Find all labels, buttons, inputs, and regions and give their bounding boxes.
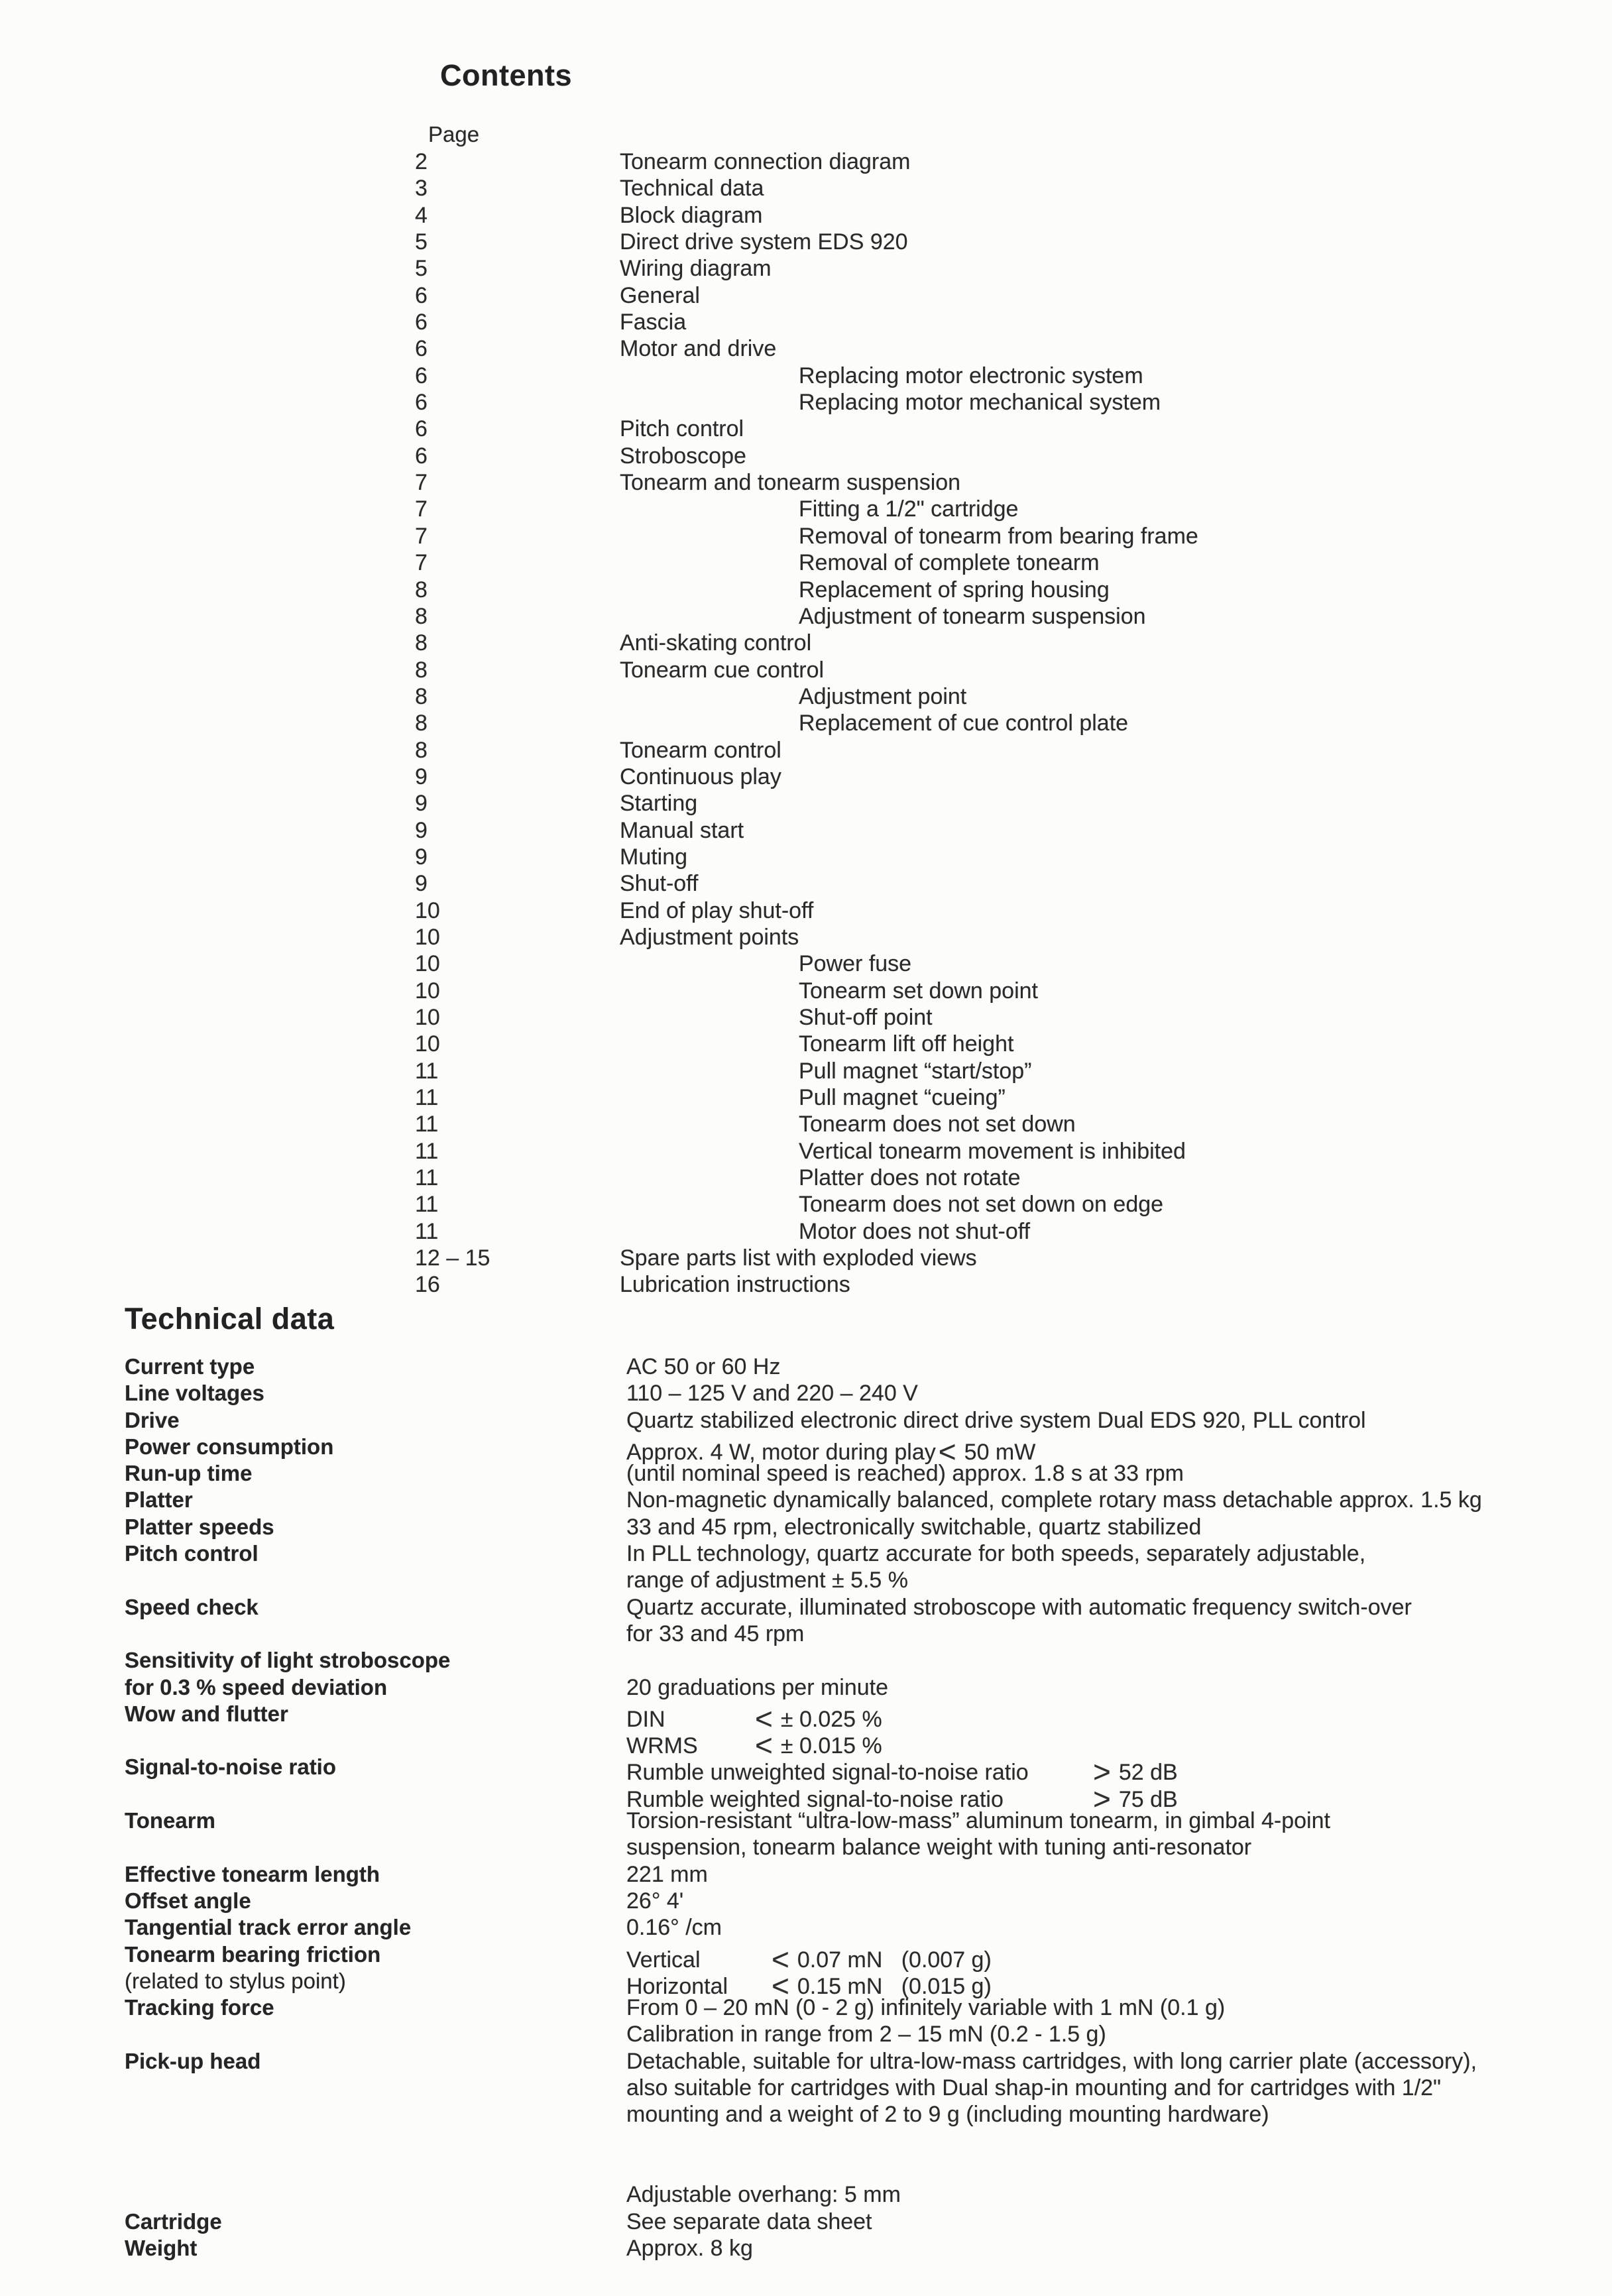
spec-value — [626, 1808, 1330, 1834]
toc-page-number: 11 — [415, 1192, 439, 1218]
toc-row — [415, 496, 1528, 522]
spec-value — [626, 1781, 1178, 1816]
toc-entry-label: Tonearm control — [620, 737, 781, 763]
toc-row — [415, 764, 1528, 790]
toc-page-number: 4 — [415, 202, 428, 228]
toc-row — [415, 309, 1528, 335]
spec-value-text: ± 0.015 % — [780, 1733, 882, 1759]
spec-value-prefix: Approx. 4 W, motor during play — [626, 1439, 936, 1465]
toc-page-number: 8 — [415, 603, 428, 629]
spec-label: Offset angle — [125, 1888, 251, 1913]
spec-value-prefix: Rumble unweighted signal-to-noise ratio — [626, 1760, 1029, 1786]
toc-row — [415, 817, 1528, 844]
toc-page-number: 16 — [415, 1272, 440, 1298]
spec-value-text: range of adjustment ± 5.5 % — [626, 1568, 909, 1593]
toc-row — [415, 870, 1528, 897]
spec-label: Signal-to-noise ratio — [125, 1754, 337, 1780]
toc-page-number: 11 — [415, 1138, 439, 1164]
toc-page-number: 11 — [415, 1218, 439, 1244]
spec-label: Tonearm bearing friction — [125, 1941, 381, 1967]
toc-entry-label: Replacing motor electronic system — [799, 363, 1143, 388]
toc-page-number: 8 — [415, 577, 428, 603]
toc-page-number: 11 — [415, 1058, 439, 1084]
toc-row — [415, 1191, 1528, 1218]
toc-page-number: 8 — [415, 711, 428, 736]
toc-row — [415, 443, 1528, 469]
spec-label — [125, 2128, 626, 2155]
toc-page-number: 10 — [415, 1031, 440, 1057]
spec-row — [125, 1647, 1589, 1674]
spec-row — [125, 1941, 1589, 1977]
spec-value-text: also suitable for cartridges with Dual shap-in mounting and for cartridges with 1/2" — [626, 2075, 1442, 2101]
spec-label — [125, 2101, 626, 2128]
spec-value-prefix: DIN — [626, 1706, 665, 1732]
toc-page-number: 8 — [415, 737, 428, 763]
toc-row — [415, 1165, 1528, 1191]
spec-row — [125, 2209, 1589, 2235]
spec-label — [125, 1834, 626, 1861]
toc-row — [415, 737, 1528, 764]
toc-row — [415, 1245, 1528, 1271]
toc-entry-label: Removal of complete tonearm — [799, 550, 1100, 576]
toc-row — [415, 1138, 1528, 1165]
spec-label: Pitch control — [125, 1541, 259, 1566]
less-than-symbol: < — [772, 1968, 789, 2003]
spec-label: Platter speeds — [125, 1514, 274, 1539]
toc-row — [415, 1058, 1528, 1084]
toc-row — [415, 924, 1528, 950]
toc-row — [415, 175, 1528, 201]
toc-page-number: 11 — [415, 1112, 439, 1137]
spec-value — [626, 1460, 1184, 1487]
spec-label: Cartridge — [125, 2209, 222, 2234]
toc-entry-label: Stroboscope — [620, 443, 746, 469]
toc-row — [415, 1111, 1528, 1137]
toc-row — [415, 469, 1528, 496]
toc-entry-label: General — [620, 282, 700, 308]
toc-page-number: 9 — [415, 871, 428, 897]
spec-value-text: suspension, tonearm balance weight with tuning anti-resonator — [626, 1835, 1252, 1861]
toc-page-number: 8 — [415, 683, 428, 709]
spec-value — [626, 2101, 1269, 2128]
spec-label: (related to stylus point) — [125, 1968, 346, 1993]
spec-value — [626, 1514, 1201, 1540]
toc-entry-label: Spare parts list with exploded views — [620, 1245, 977, 1271]
spec-label — [125, 2021, 626, 2047]
less-than-symbol: < — [938, 1434, 956, 1469]
toc-entry-label: Technical data — [620, 176, 764, 201]
spec-label: Current type — [125, 1354, 255, 1379]
spec-label: for 0.3 % speed deviation — [125, 1674, 388, 1699]
spec-row — [125, 1487, 1589, 1513]
spec-row — [125, 2155, 1589, 2181]
toc-row — [415, 523, 1528, 549]
toc-entry-label: End of play shut-off — [620, 897, 814, 923]
spec-label: Tracking force — [125, 1995, 274, 2020]
spec-row — [125, 1781, 1589, 1816]
less-than-symbol: < — [755, 1701, 773, 1736]
spec-value-text: Detachable, suitable for ultra-low-mass cartridges, with long carrier plate (accessory), — [626, 2048, 1477, 2074]
spec-value — [626, 2048, 1477, 2075]
spec-row — [125, 1968, 1589, 2003]
toc-row — [415, 416, 1528, 442]
spec-value — [626, 1861, 708, 1888]
spec-row — [125, 1567, 1589, 1593]
toc-row — [415, 603, 1528, 630]
spec-value-text: 20 graduations per minute — [626, 1674, 889, 1700]
toc-page-number: 9 — [415, 817, 428, 843]
spec-label: Speed check — [125, 1594, 259, 1619]
spec-value — [626, 1754, 1178, 1790]
spec-row — [125, 1754, 1589, 1790]
toc-row — [415, 1271, 1528, 1298]
spec-value-text: In PLL technology, quartz accurate for both speeds, separately adjustable, — [626, 1541, 1366, 1567]
spec-label — [125, 2155, 626, 2181]
spec-label: Pick-up head — [125, 2048, 261, 2073]
spec-value — [626, 1968, 992, 2003]
toc-row — [415, 389, 1528, 416]
spec-value-text: Approx. 8 kg — [626, 2235, 753, 2261]
table-of-contents — [415, 148, 1528, 1298]
toc-page-number: 11 — [415, 1165, 439, 1191]
toc-entry-label: Manual start — [620, 817, 744, 843]
spec-row — [125, 1594, 1589, 1621]
toc-row — [415, 630, 1528, 656]
spec-value — [626, 1594, 1412, 1621]
toc-entry-label: Shut-off — [620, 871, 699, 897]
toc-row — [415, 1218, 1528, 1245]
spec-row — [125, 1460, 1589, 1487]
toc-page-number: 11 — [415, 1085, 439, 1111]
toc-entry-label: Tonearm does not set down on edge — [799, 1192, 1164, 1218]
spec-value-text: Calibration in range from 2 – 15 mN (0.2 - 1.5 g) — [626, 2022, 1106, 2047]
toc-entry-label: Lubrication instructions — [620, 1272, 850, 1298]
toc-entry-label: Pitch control — [620, 416, 744, 442]
spec-value — [626, 1380, 918, 1406]
spec-label: Line voltages — [125, 1381, 264, 1406]
toc-page-number: 9 — [415, 764, 428, 789]
toc-page-number: 6 — [415, 310, 428, 335]
spec-value-text: AC 50 or 60 Hz — [626, 1354, 781, 1379]
toc-page-number: 7 — [415, 496, 428, 522]
spec-label: Drive — [125, 1407, 180, 1432]
spec-label: Tonearm — [125, 1808, 215, 1833]
toc-page-number: 5 — [415, 256, 428, 282]
spec-value-prefix: Horizontal — [626, 1973, 728, 1999]
spec-value-text: 0.16° /cm — [626, 1915, 722, 1941]
greater-than-symbol: > — [1093, 1781, 1111, 1816]
toc-entry-label: Replacement of cue control plate — [799, 711, 1129, 736]
spec-value — [626, 2209, 872, 2235]
toc-entry-label: Adjustment points — [620, 924, 799, 950]
toc-row — [415, 335, 1528, 362]
toc-row — [415, 1031, 1528, 1057]
spec-row — [125, 2235, 1589, 2262]
spec-row — [125, 1434, 1589, 1469]
spec-label — [125, 1567, 626, 1593]
toc-entry-label: Removal of tonearm from bearing frame — [799, 523, 1198, 549]
spec-row — [125, 1407, 1589, 1434]
toc-entry-label: Motor does not shut-off — [799, 1218, 1031, 1244]
toc-page-number: 2 — [415, 149, 428, 174]
toc-entry-label: Anti-skating control — [620, 630, 812, 656]
toc-page-number: 6 — [415, 416, 428, 442]
spec-value — [626, 1941, 992, 1977]
toc-row — [415, 790, 1528, 817]
toc-row — [415, 363, 1528, 389]
toc-page-number: 12 – 15 — [415, 1245, 490, 1271]
toc-page-number: 8 — [415, 657, 428, 683]
spec-value — [626, 1834, 1251, 1861]
spec-value — [626, 1487, 1482, 1513]
toc-page-number: 5 — [415, 229, 428, 255]
spec-label — [125, 2075, 626, 2101]
spec-value — [626, 2075, 1441, 2101]
spec-value-text: for 33 and 45 rpm — [626, 1621, 805, 1646]
spec-row — [125, 1621, 1589, 1647]
spec-value — [626, 1567, 908, 1593]
toc-page-number: 7 — [415, 550, 428, 576]
toc-entry-label: Pull magnet “start/stop” — [799, 1058, 1032, 1084]
toc-entry-label: Starting — [620, 791, 698, 817]
toc-entry-label: Pull magnet “cueing” — [799, 1085, 1006, 1111]
toc-row — [415, 897, 1528, 924]
toc-entry-label: Wiring diagram — [620, 256, 772, 282]
toc-entry-label: Tonearm lift off height — [799, 1031, 1014, 1057]
toc-entry-label: Vertical tonearm movement is inhibited — [799, 1138, 1186, 1164]
toc-row — [415, 950, 1528, 977]
toc-row — [415, 710, 1528, 736]
toc-row — [415, 202, 1528, 229]
spec-value-text: 33 and 45 rpm, electronically switchable, quartz stabilized — [626, 1514, 1202, 1540]
spec-value — [626, 1621, 804, 1647]
toc-entry-label: Tonearm does not set down — [799, 1112, 1076, 1137]
spec-value-prefix: Rumble weighted signal-to-noise ratio — [626, 1786, 1004, 1812]
spec-label: Weight — [125, 2235, 198, 2260]
toc-entry-label: Direct drive system EDS 920 — [620, 229, 908, 255]
toc-entry-label: Motor and drive — [620, 336, 777, 362]
toc-page-number: 10 — [415, 951, 440, 977]
toc-entry-label: Muting — [620, 844, 688, 870]
toc-row — [415, 844, 1528, 870]
spec-value — [626, 1727, 882, 1763]
spec-row — [125, 1808, 1589, 1834]
spec-label: Tangential track error angle — [125, 1915, 412, 1940]
spec-row — [125, 2128, 1589, 2155]
contents-title: Contents — [440, 58, 572, 92]
spec-label: Effective tonearm length — [125, 1861, 380, 1886]
spec-label: Power consumption — [125, 1434, 334, 1459]
toc-entry-label: Continuous play — [620, 764, 781, 789]
toc-page-number: 10 — [415, 924, 440, 950]
spec-row — [125, 2101, 1589, 2128]
toc-entry-label: Platter does not rotate — [799, 1165, 1021, 1191]
toc-page-number: 6 — [415, 336, 428, 362]
spec-row — [125, 1994, 1589, 2021]
spec-row — [125, 1834, 1589, 1861]
toc-row — [415, 683, 1528, 710]
spec-value — [626, 1353, 780, 1380]
spec-row — [125, 2075, 1589, 2101]
toc-row — [415, 577, 1528, 603]
spec-value — [626, 1540, 1365, 1567]
spec-value-text: 75 dB — [1118, 1786, 1178, 1812]
spec-value-text: 26° 4' — [626, 1888, 684, 1914]
toc-row — [415, 148, 1528, 175]
toc-page-number: 8 — [415, 630, 428, 656]
page-column-label: Page — [428, 122, 480, 146]
spec-value-prefix: WRMS — [626, 1733, 698, 1759]
spec-value — [626, 1407, 1366, 1434]
spec-value — [626, 1434, 1036, 1469]
toc-page-number: 10 — [415, 978, 440, 1004]
spec-value — [626, 1888, 683, 1914]
toc-entry-label: Tonearm and tonearm suspension — [620, 470, 961, 496]
toc-entry-label: Tonearm set down point — [799, 978, 1038, 1004]
spec-value-text: Non-magnetic dynamically balanced, complete rotary mass detachable approx. 1.5 kg — [626, 1487, 1482, 1513]
spec-value — [626, 2021, 1106, 2047]
spec-label: Sensitivity of light stroboscope — [125, 1648, 451, 1673]
spec-value-text: 0.15 mN (0.015 g) — [797, 1973, 992, 1999]
spec-row — [125, 1353, 1589, 1380]
spec-label — [125, 1727, 626, 1754]
toc-page-number: 6 — [415, 390, 428, 416]
toc-page-number: 6 — [415, 363, 428, 388]
spec-row — [125, 1380, 1589, 1406]
spec-value — [626, 1994, 1225, 2021]
spec-value-prefix: Vertical — [626, 1947, 701, 1973]
spec-value-text: 52 dB — [1118, 1760, 1178, 1786]
toc-entry-label: Block diagram — [620, 202, 763, 228]
spec-value — [626, 2181, 901, 2208]
toc-page-number: 9 — [415, 844, 428, 870]
toc-row — [415, 282, 1528, 309]
spec-label — [125, 1621, 626, 1647]
spec-row — [125, 1861, 1589, 1888]
greater-than-symbol: > — [1093, 1754, 1111, 1790]
technical-data-title: Technical data — [125, 1302, 335, 1336]
spec-value — [626, 2235, 753, 2262]
toc-row — [415, 1084, 1528, 1111]
toc-row — [415, 229, 1528, 255]
toc-page-number: 6 — [415, 282, 428, 308]
toc-row — [415, 1004, 1528, 1031]
spec-value-text: Quartz accurate, illuminated stroboscope with automatic frequency switch-over — [626, 1594, 1412, 1620]
spec-row — [125, 2021, 1589, 2047]
spec-value-text: 221 mm — [626, 1861, 708, 1887]
spec-value-text: ± 0.025 % — [780, 1706, 882, 1732]
spec-row — [125, 1514, 1589, 1540]
toc-page-number: 10 — [415, 897, 440, 923]
spec-value-text: See separate data sheet — [626, 2209, 872, 2234]
toc-row — [415, 255, 1528, 282]
spec-label — [125, 2181, 626, 2208]
toc-page-number: 6 — [415, 443, 428, 469]
spec-row — [125, 2048, 1589, 2075]
spec-value-text: From 0 – 20 mN (0 - 2 g) infinitely variable with 1 mN (0.1 g) — [626, 1995, 1226, 2021]
spec-label — [125, 1781, 626, 1808]
spec-value-text: Torsion-resistant “ultra-low-mass” aluminum tonearm, in gimbal 4-point — [626, 1808, 1330, 1834]
spec-value — [626, 1914, 722, 1941]
spec-label: Wow and flutter — [125, 1701, 288, 1726]
spec-value-text: Adjustable overhang: 5 mm — [626, 2182, 901, 2208]
spec-value-text: Quartz stabilized electronic direct drive system Dual EDS 920, PLL control — [626, 1407, 1366, 1433]
toc-row — [415, 657, 1528, 683]
toc-entry-label: Tonearm cue control — [620, 657, 825, 683]
toc-row — [415, 978, 1528, 1004]
spec-value-text: 50 mW — [964, 1439, 1036, 1465]
toc-row — [415, 549, 1528, 576]
spec-value-text: 110 – 125 V and 220 – 240 V — [626, 1381, 918, 1406]
spec-row — [125, 1888, 1589, 1914]
toc-entry-label: Fitting a 1/2" cartridge — [799, 496, 1019, 522]
toc-page-number: 7 — [415, 470, 428, 496]
spec-label: Platter — [125, 1487, 193, 1513]
spec-table — [125, 1353, 1589, 2262]
spec-value — [626, 1701, 882, 1736]
spec-row — [125, 1914, 1589, 1941]
toc-page-number: 7 — [415, 523, 428, 549]
spec-row — [125, 1701, 1589, 1736]
spec-label: Run-up time — [125, 1461, 253, 1486]
spec-value — [626, 1674, 888, 1701]
toc-entry-label: Adjustment point — [799, 683, 967, 709]
spec-value-text: 0.07 mN (0.007 g) — [797, 1947, 992, 1973]
toc-entry-label: Replacing motor mechanical system — [799, 390, 1161, 416]
less-than-symbol: < — [772, 1941, 789, 1977]
less-than-symbol: < — [755, 1728, 773, 1763]
toc-entry-label: Tonearm connection diagram — [620, 149, 911, 174]
spec-row — [125, 1727, 1589, 1763]
toc-page-number: 3 — [415, 176, 428, 201]
spec-row — [125, 1674, 1589, 1701]
toc-entry-label: Fascia — [620, 310, 687, 335]
toc-page-number: 9 — [415, 791, 428, 817]
toc-entry-label: Adjustment of tonearm suspension — [799, 603, 1146, 629]
spec-value-text: (until nominal speed is reached) approx. 1.8 s at 33 rpm — [626, 1461, 1184, 1487]
spec-row — [125, 1540, 1589, 1567]
toc-page-number: 10 — [415, 1005, 440, 1030]
toc-entry-label: Power fuse — [799, 951, 912, 977]
toc-entry-label: Shut-off point — [799, 1005, 933, 1030]
spec-value-text: mounting and a weight of 2 to 9 g (including mounting hardware) — [626, 2102, 1269, 2128]
spec-row — [125, 2181, 1589, 2208]
toc-entry-label: Replacement of spring housing — [799, 577, 1110, 603]
